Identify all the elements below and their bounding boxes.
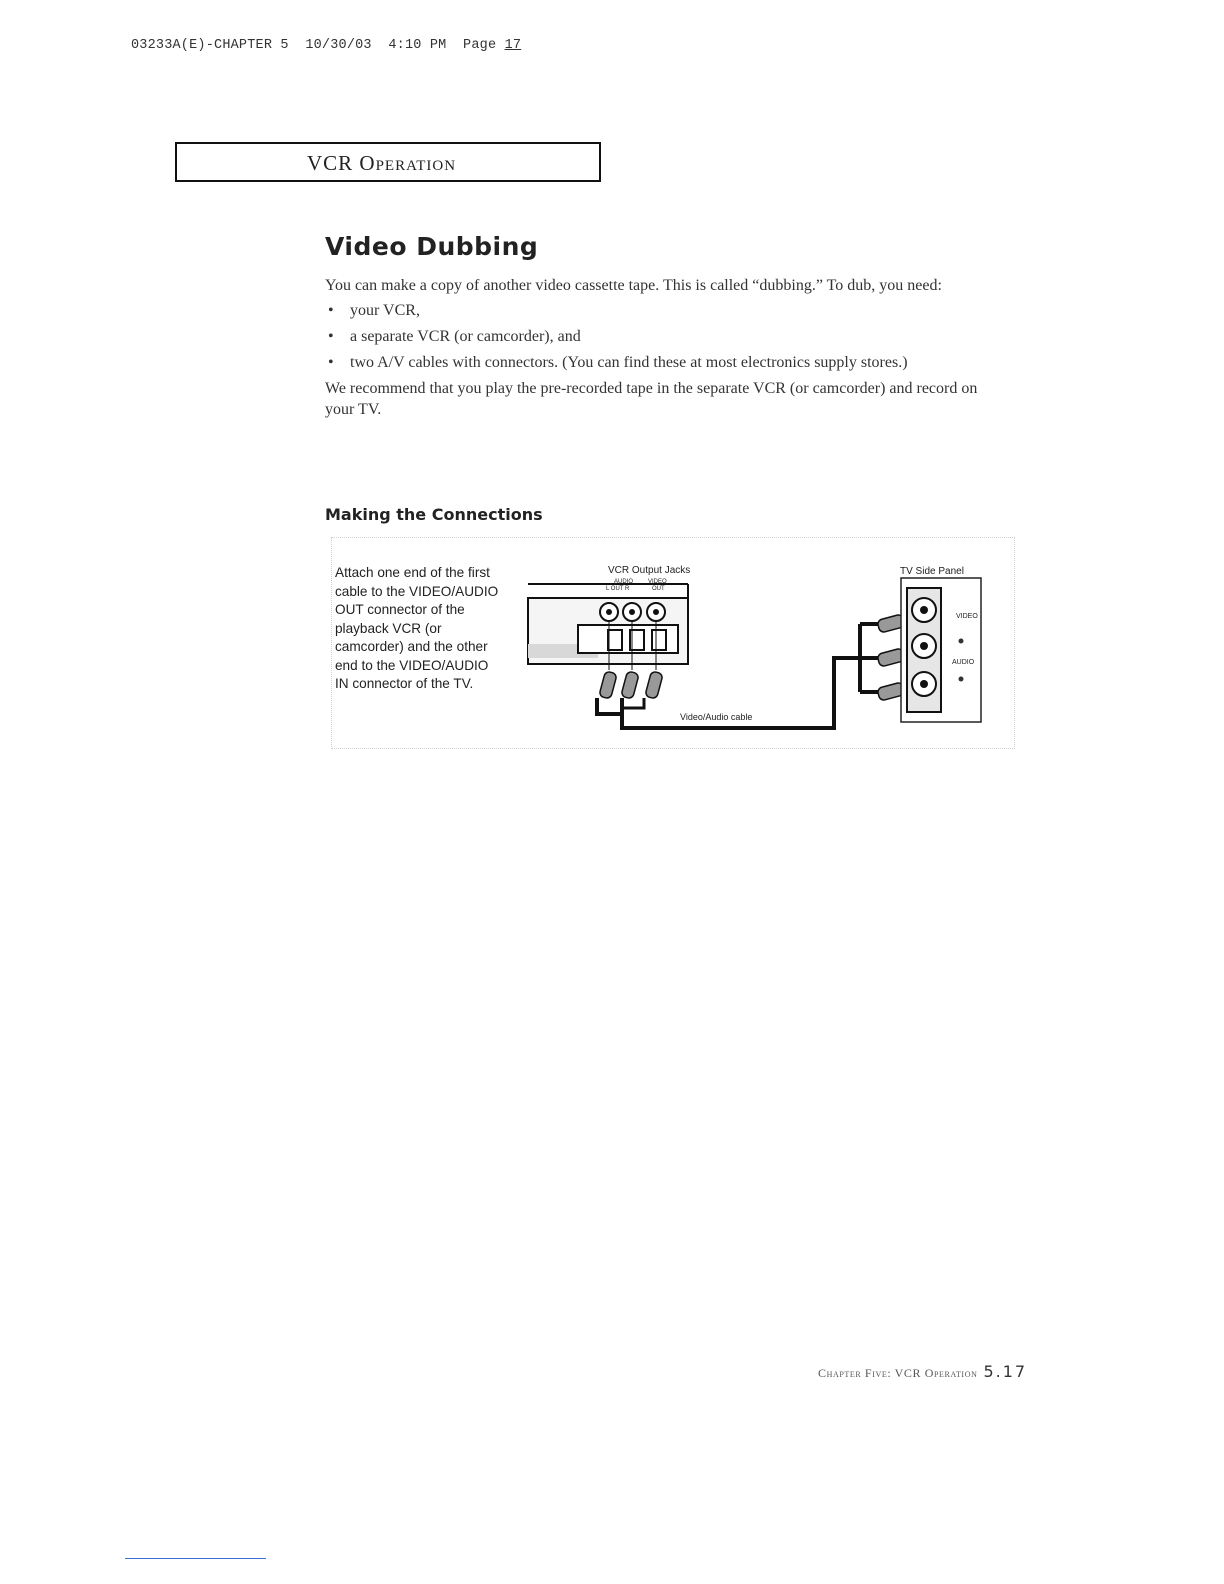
tv-video-label: VIDEO [956,613,978,620]
figure-caption: Attach one end of the first cable to the VIDEO/AUDIO OUT connector of the playback VCR (or camcorder) and the other end to the VIDEO/AUDIO IN connector of the TV. [335,565,499,691]
vcr-video-jack-icon [647,603,665,621]
connection-figure [331,537,1015,749]
vcr-plug-right-icon [645,671,663,699]
bullet-icon: • [328,302,334,319]
list-item: • a separate VCR (or camcorder), and [328,328,581,345]
section-title: Video Dubbing [325,232,539,261]
tv-video-jack-icon [912,598,936,622]
main-content [325,232,1005,420]
chapter-title: VCR Operation [307,151,457,175]
tv-audio-r-jack-icon [912,672,936,696]
print-slug: 03233A(E)-CHAPTER 5 10/30/03 4:10 PM Page 17 [131,38,522,53]
vcr-plug-left-icon [599,671,617,699]
vcr-audio-r-jack-icon [623,603,641,621]
tv-audio-label: AUDIO [952,659,975,666]
tv-side-panel-label: TV Side Panel [900,566,964,577]
chapter-header-box [175,142,601,182]
subsection-title: Making the Connections [325,505,543,524]
list-item: • two A/V cables with connectors. (You can find these at most electronics supply stores.) [328,354,908,371]
tv-audio-l-jack-icon [912,634,936,658]
vcr-out-label: OUT [652,586,665,592]
vcr-audio-l-jack-icon [600,603,618,621]
recommendation-paragraph: We recommend that you play the pre-recorded tape in the separate VCR (or camcorder) and record on your TV. [325,380,978,418]
slug-page-number: 17 [504,38,522,53]
vcr-out-channels: L OUT R [606,586,630,592]
vcr-plug-middle-icon [621,671,639,699]
bottom-rule [125,1558,266,1559]
list-item: • your VCR, [328,302,420,319]
bullet-icon: • [328,328,334,345]
page-number: 5.17 [983,1362,1028,1381]
vcr-audio-label: AUDIO [614,579,634,585]
page-footer [818,1362,1027,1382]
vcr-video-label: VIDEO [648,579,667,585]
vcr-output-label: VCR Output Jacks [608,565,691,576]
intro-paragraph: You can make a copy of another video cassette tape. This is called “dubbing.” To dub, you need: [325,277,942,294]
bullet-icon: • [328,354,334,371]
cable-label: Video/Audio cable [680,712,753,722]
running-head: Chapter Five: VCR Operation [818,1366,978,1380]
requirements-list [325,300,1005,373]
